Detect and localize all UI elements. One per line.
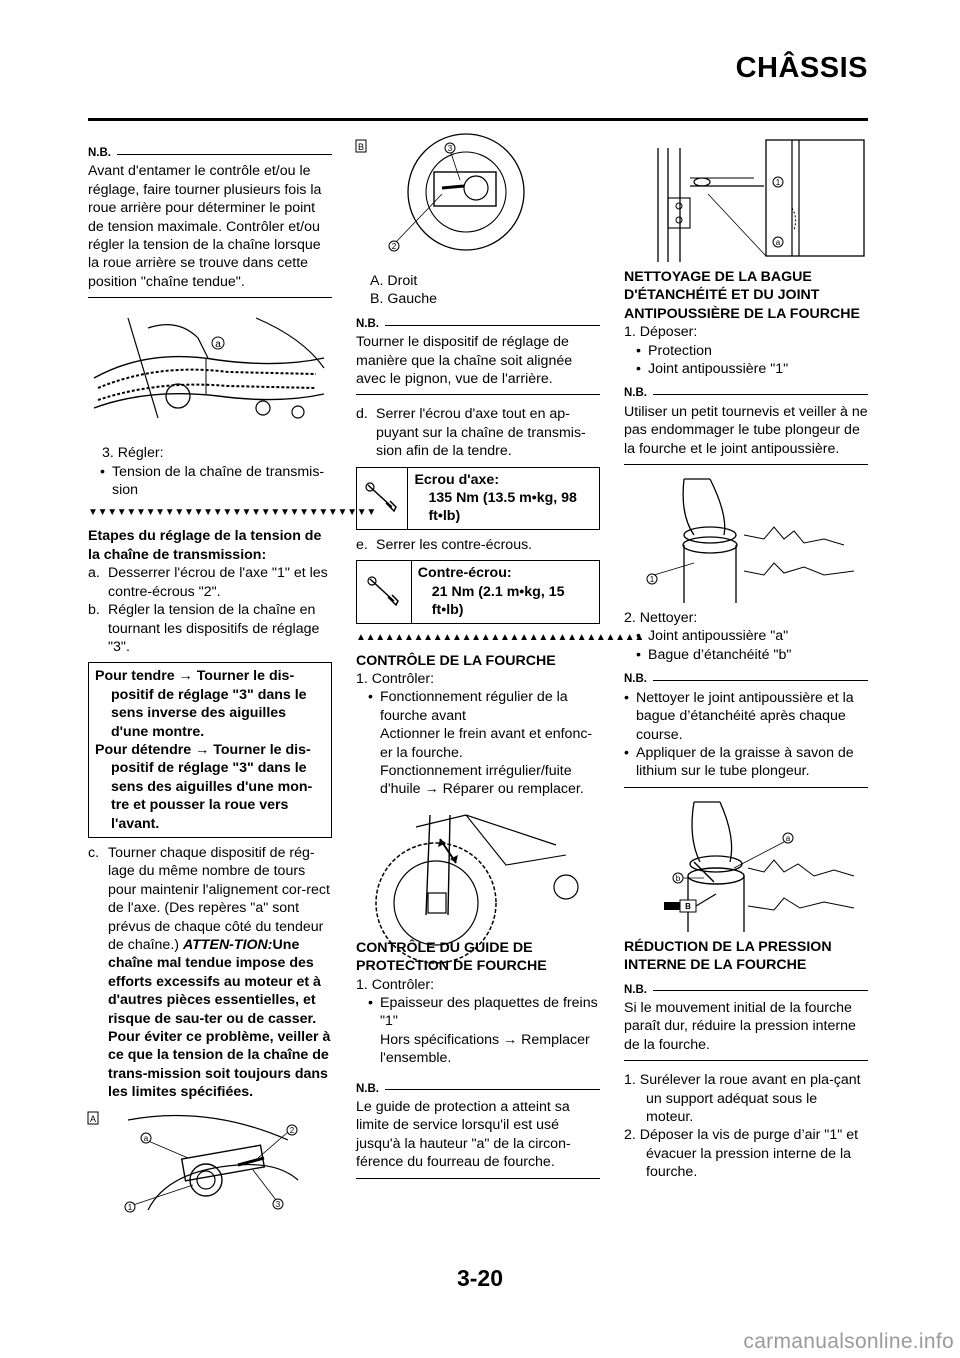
torque-spec-locknut: Contre-écrou: 21 Nm (2.1 m•kg, 15 ft•lb) (356, 560, 600, 623)
legend-a: A. Droit (370, 273, 418, 289)
step-text: 1. Contrôler: (356, 670, 435, 687)
callout-a: a (785, 833, 791, 843)
callout-a: a (215, 339, 221, 351)
bullet-item: • Fonctionnement régulier de la fourche avant (356, 688, 600, 725)
fork-figure (356, 805, 600, 933)
note-block: N.B. • Nettoyer le joint antipoussière et la bague d’étanchéité après chaque course. • Appliquer de la graisse à savon de lithium sur le tube plongeur. (624, 670, 868, 787)
note-block: N.B. Tourner le dispositif de réglage de manière que la chaîne soit alignée avec le pignon, vue de l'arrière. (356, 315, 600, 396)
figure-b (356, 138, 600, 266)
section-title: NETTOYAGE DE LA BAGUE D'ÉTANCHÉITÉ ET DU JOINT ANTIPOUSSIÈRE DE LA FOURCHE (624, 269, 860, 322)
dust-seal-figure (624, 475, 868, 603)
section-title: CONTRÔLE DU GUIDE DE PROTECTION DE FOURCHE (356, 939, 547, 975)
bullet-item: • Joint antipoussière "a" (624, 627, 868, 645)
column-3 (624, 138, 868, 1182)
torque-spec-axle-nut: Ecrou d'axe: 135 Nm (13.5 m•kg, 98 ft•lb) (356, 467, 600, 530)
bullet-item: • Bague d’étanchéité "b" (624, 646, 868, 664)
step-text: 2. Déposer la vis de purge d’air "1" et évacuer la pression interne de la fourche. (624, 1127, 859, 1181)
note-text: Le guide de protection a atteint sa limite de service lorsqu'il est usé jusqu'à la hauteur "a" de la circon-férence du fourreau de fourche. (356, 1099, 571, 1171)
callout-a: a (775, 238, 781, 247)
figure-tag-b: B (357, 142, 365, 152)
figure-tag-a: A (89, 1113, 97, 1124)
instruction-text: Hors spécifications → Remplacer l'ensemble. (380, 1031, 590, 1067)
callout-a: a (143, 1133, 149, 1143)
chain-figure (88, 308, 332, 438)
page-title: CHÂSSIS (735, 52, 868, 84)
note-block (88, 144, 332, 298)
bullet-item: • Protection (624, 342, 868, 360)
callout-1: 1 (649, 575, 655, 585)
grease-tag: B (685, 901, 691, 911)
page-number: 3-20 (456, 1265, 504, 1291)
callout-2: 2 (289, 1125, 295, 1135)
note-bullet: • Appliquer de la graisse à savon de lithium sur le tube plongeur. (624, 744, 868, 781)
step-text: 1. Déposer: (624, 324, 698, 341)
bullet-item: • Epaisseur des plaquettes de freins "1" (356, 994, 600, 1031)
adjust-direction-box: Pour tendre → Tourner le dis-positif de réglage "3" dans le sens inverse des aiguilles d'une montre. Pour détendre → Tourner le dis-positif de réglage "3" dans le sens des aiguilles d'une mon-tre et pousser la roue vers l'avant. (88, 662, 332, 838)
step-e: e. Serrer les contre-écrous. (356, 536, 533, 553)
note-text: Avant d'entamer le contrôle et/ou le réglage, faire tourner plusieurs fois la roue arrière pour déterminer le point de tension maximale. Contrôler et/ou régler la tension de la chaîne lorsque la roue arrière se trouve dans cette position "chaîne tendue". (88, 163, 322, 290)
instruction-text: Actionner le frein avant et enfonc-er la fourche. (380, 726, 593, 761)
step-b: b. Régler la tension de la chaîne en tournant les dispositifs de réglage "3". (88, 602, 320, 655)
instruction-text: Fonctionnement irrégulier/fuite d'huile → Réparer ou remplacer. (380, 762, 584, 798)
note-text: Si le mouvement initial de la fourche paraît dur, réduire la pression interne de la fourche. (624, 999, 856, 1053)
step-3: 3. Régler: (102, 445, 164, 462)
bullet-item: • Joint antipoussière "1" (624, 360, 868, 378)
wrench-icon (357, 561, 412, 622)
header-rule (88, 118, 868, 121)
fork-guide-figure (624, 138, 868, 262)
callout-1: 1 (127, 1202, 133, 1212)
column-2 (356, 138, 644, 1189)
column-1 (88, 138, 376, 1224)
step-text: 1. Surélever la roue avant en pla-çant un support adéquat sous le moteur. (624, 1072, 861, 1125)
note-block: N.B. Utiliser un petit tournevis et veiller à ne pas endommager le tube plongeur de la fourche et le joint antipoussière. (624, 384, 868, 465)
figure-a (88, 1110, 332, 1218)
note-label: N.B. (88, 147, 111, 159)
note-block: N.B. Si le mouvement initial de la fourche paraît dur, réduire la pression interne de la fourche. (624, 981, 868, 1062)
note-block: N.B. Le guide de protection a atteint sa limite de service lorsqu'il est usé jusqu'à la hauteur "a" de la circon-férence du fourreau de fourche. (356, 1080, 600, 1179)
step-c: c. Tourner chaque dispositif de rég-lage du même nombre de tours pour maintenir l'alignement cor-rect de l'axe. (Des repères "a" sont prévus de chaque côté du tendeur de chaîne.) ATTEN-TION:Une chaîne mal tendue impose des efforts excessifs au moteur et à d'autres pièces essentielles, et risque de sau-ter ou de casser. Pour éviter ce problème, veiller à ce que la tension de la chaîne de trans-mission soit toujours dans les limites spécifiées. (88, 844, 331, 1101)
note-text: Tourner le dispositif de réglage de manière que la chaîne soit alignée avec le pignon, vue de l'arrière. (356, 334, 573, 388)
section-title: RÉDUCTION DE LA PRESSION INTERNE DE LA FOURCHE (624, 938, 832, 974)
section-title: CONTRÔLE DE LA FOURCHE (356, 652, 556, 669)
callout-b: b (675, 873, 681, 883)
note-bullet: • Nettoyer le joint antipoussière et la bague d’étanchéité après chaque course. (624, 689, 868, 744)
step-text: 2. Nettoyer: (624, 610, 698, 627)
callout-3: 3 (275, 1199, 281, 1209)
seal-grease-figure (624, 798, 868, 932)
warning-start-triangles: ▼▼▼▼▼▼▼▼▼▼▼▼▼▼▼▼▼▼▼▼▼▼▼▼▼▼▼▼▼▼ (88, 507, 376, 519)
step-d: d. Serrer l'écrou d'axe tout en ap-puyant sur la chaîne de transmis-sion afin de la tendre. (356, 406, 586, 460)
callout-1: 1 (775, 178, 781, 187)
wrench-icon (357, 468, 408, 529)
callout-2: 2 (391, 242, 397, 251)
step-3-bullet: • Tension de la chaîne de transmis-sion (88, 463, 332, 500)
warning-end-triangles: ▲▲▲▲▲▲▲▲▲▲▲▲▲▲▲▲▲▲▲▲▲▲▲▲▲▲▲▲▲▲ (356, 631, 644, 643)
callout-3: 3 (447, 144, 453, 153)
attention-label: ATTEN-TION: (182, 937, 273, 953)
watermark: carmanualsonline.info (743, 1330, 954, 1353)
legend-b: B. Gauche (370, 291, 438, 308)
procedure-title: Etapes du réglage de la tension de la chaîne de transmission: (88, 528, 322, 563)
step-a: a. Desserrer l'écrou de l'axe "1" et les contre-écrous "2". (88, 565, 328, 600)
note-text: Utiliser un petit tournevis et veiller à ne pas endommager le tube plongeur de la fourche et le joint antipoussière. (624, 403, 868, 457)
step-text: 1. Contrôler: (356, 976, 435, 993)
